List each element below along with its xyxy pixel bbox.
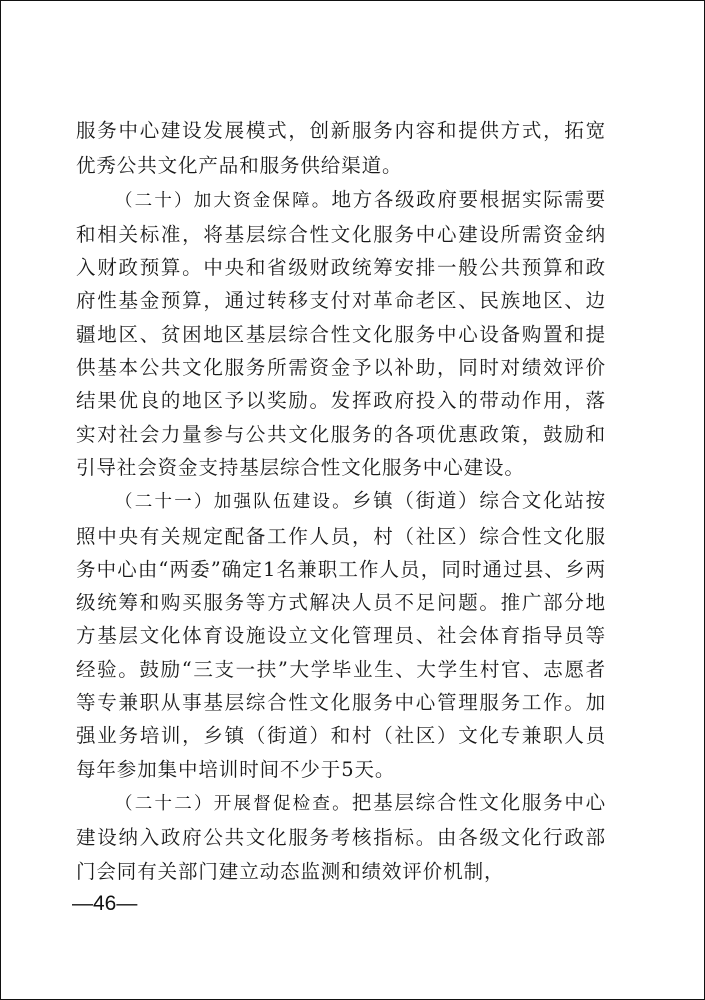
paragraph-supervision (76, 786, 606, 888)
paragraph-funding (76, 183, 606, 485)
page-number: —46— (72, 892, 138, 915)
paragraph-text: 把基层综合性文化服务中心建设纳入政府公共文化服务考核指标。由各级文化行政部门会同有关部门建立动态监测和绩效评价机制， (76, 790, 606, 883)
section-heading: （二十二）开展督促检查。 (115, 793, 352, 814)
paragraph-continued (76, 114, 606, 183)
section-heading: （二十）加大资金保障。 (115, 190, 332, 211)
body-text (76, 114, 606, 888)
paragraph-text: 乡镇（街道）综合文化站按照中央有关规定配备工作人员，村（社区）综合性文化服务中心由“两委”确定1名兼职工作人员，同时通过县、乡两级统筹和购买服务等方式解决人员不足问题。推广部分地方基层文化体育设施设立文化管理员、社会体育指导员等经验。鼓励“三支一扶”大学毕业生、大学生村官、志愿者等专兼职从事基层综合性文化服务中心管理服务工作。加强业务培训，乡镇（街道）和村（社区）文化专兼职人员每年参加集中培训时间不少于5天。 (76, 489, 606, 781)
paragraph-text: 地方各级政府要根据实际需要和相关标准，将基层综合性文化服务中心建设所需资金纳入财政预算。中央和省级财政统筹安排一般公共预算和政府性基金预算，通过转移支付对革命老区、民族地区、边疆地区、贫困地区基层综合性文化服务中心设备购置和提供基本公共文化服务所需资金予以补助，同时对绩效评价结果优良的地区予以奖励。发挥政府投入的带动作用，落实对社会力量参与公共文化服务的各项优惠政策，鼓励和引导社会资金支持基层综合性文化服务中心建设。 (76, 187, 607, 479)
section-heading: （二十一）加强队伍建设。 (115, 492, 352, 513)
paragraph-staffing (76, 484, 606, 786)
paragraph-text: 服务中心建设发展模式，创新服务内容和提供方式，拓宽优秀公共文化产品和服务供给渠道。 (76, 119, 606, 178)
